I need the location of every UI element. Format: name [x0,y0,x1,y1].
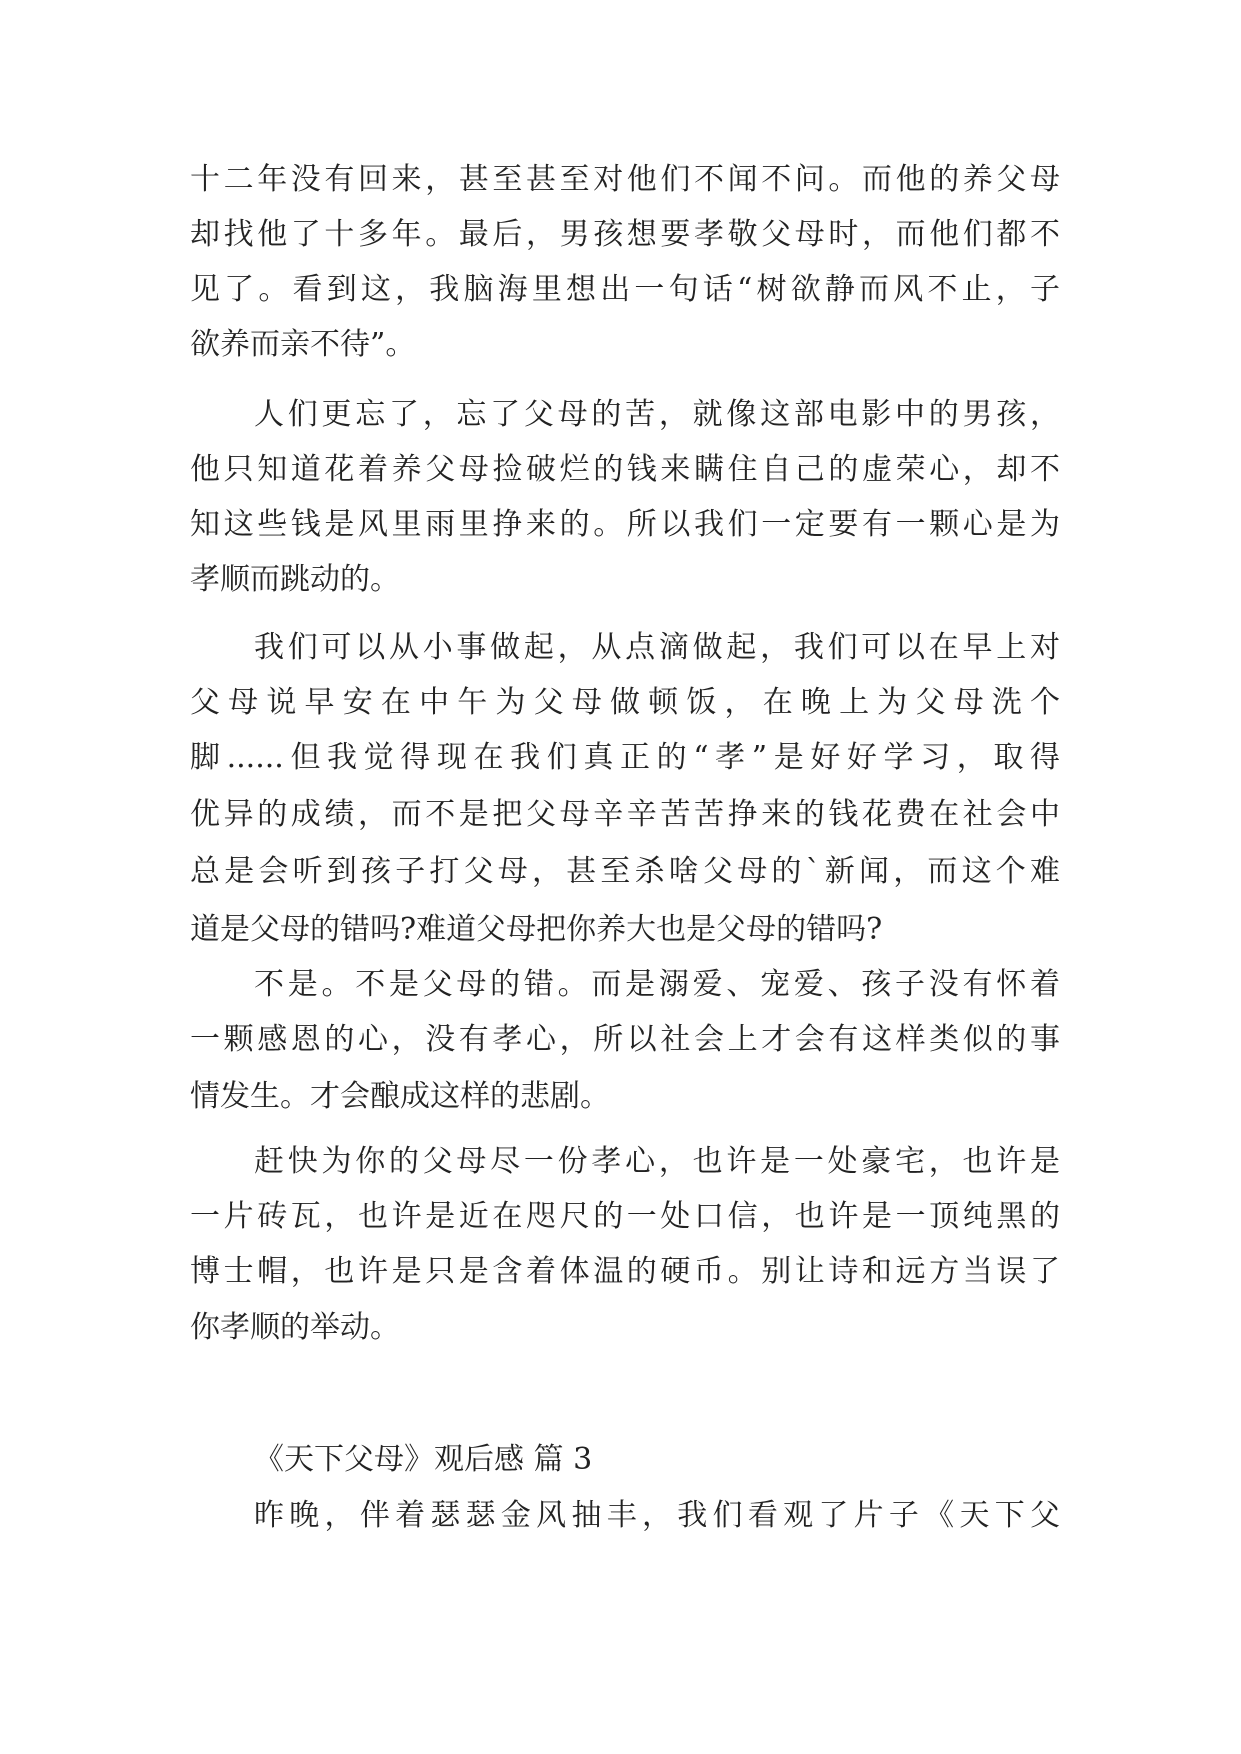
paragraph-line: 十二年没有回来，甚至甚至对他们不闻不问。而他的养父母 [190,162,1060,197]
paragraph-line: 父母说早安在中午为父母做顿饭，在晚上为父母洗个 [190,685,1060,720]
paragraph-line: 欲养而亲不待”。 [190,327,416,362]
paragraph-line: 赶快为你的父母尽一份孝心，也许是一处豪宅，也许是 [254,1144,1060,1179]
paragraph-line: 却找他了十多年。最后，男孩想要孝敬父母时，而他们都不 [190,217,1060,252]
paragraph-line: 人们更忘了，忘了父母的苦，就像这部电影中的男孩， [254,397,1060,432]
section-heading: 《天下父母》观后感 篇 3 [254,1442,593,1477]
paragraph-line: 孝顺而跳动的。 [190,562,400,597]
paragraph-line: 博士帽，也许是只是含着体温的硬币。别让诗和远方当误了 [190,1254,1060,1289]
paragraph-line: 总是会听到孩子打父母，甚至杀啥父母的`新闻，而这个难 [190,854,1060,889]
paragraph-line: 脚......但我觉得现在我们真正的“孝”是好好学习，取得 [190,740,1060,775]
paragraph-line: 你孝顺的举动。 [190,1310,400,1345]
paragraph-line: 我们可以从小事做起，从点滴做起，我们可以在早上对 [254,630,1060,665]
paragraph-line: 见了。看到这，我脑海里想出一句话“树欲静而风不止，子 [190,272,1060,307]
paragraph-line: 昨晚，伴着瑟瑟金风抽丰，我们看观了片子《天下父 [254,1498,1060,1533]
paragraph-line: 知这些钱是风里雨里挣来的。所以我们一定要有一颗心是为 [190,507,1060,542]
paragraph-line: 优异的成绩，而不是把父母辛辛苦苦挣来的钱花费在社会中 [190,797,1060,832]
paragraph-line: 情发生。才会酿成这样的悲剧。 [190,1079,610,1114]
paragraph-line: 道是父母的错吗?难道父母把你养大也是父母的错吗? [190,912,883,947]
paragraph-line: 他只知道花着养父母捡破烂的钱来瞒住自己的虚荣心，却不 [190,452,1060,487]
paragraph-line: 不是。不是父母的错。而是溺爱、宠爱、孩子没有怀着 [254,967,1060,1002]
paragraph-line: 一颗感恩的心，没有孝心，所以社会上才会有这样类似的事 [190,1022,1060,1057]
paragraph-line: 一片砖瓦，也许是近在咫尺的一处口信，也许是一顶纯黑的 [190,1199,1060,1234]
